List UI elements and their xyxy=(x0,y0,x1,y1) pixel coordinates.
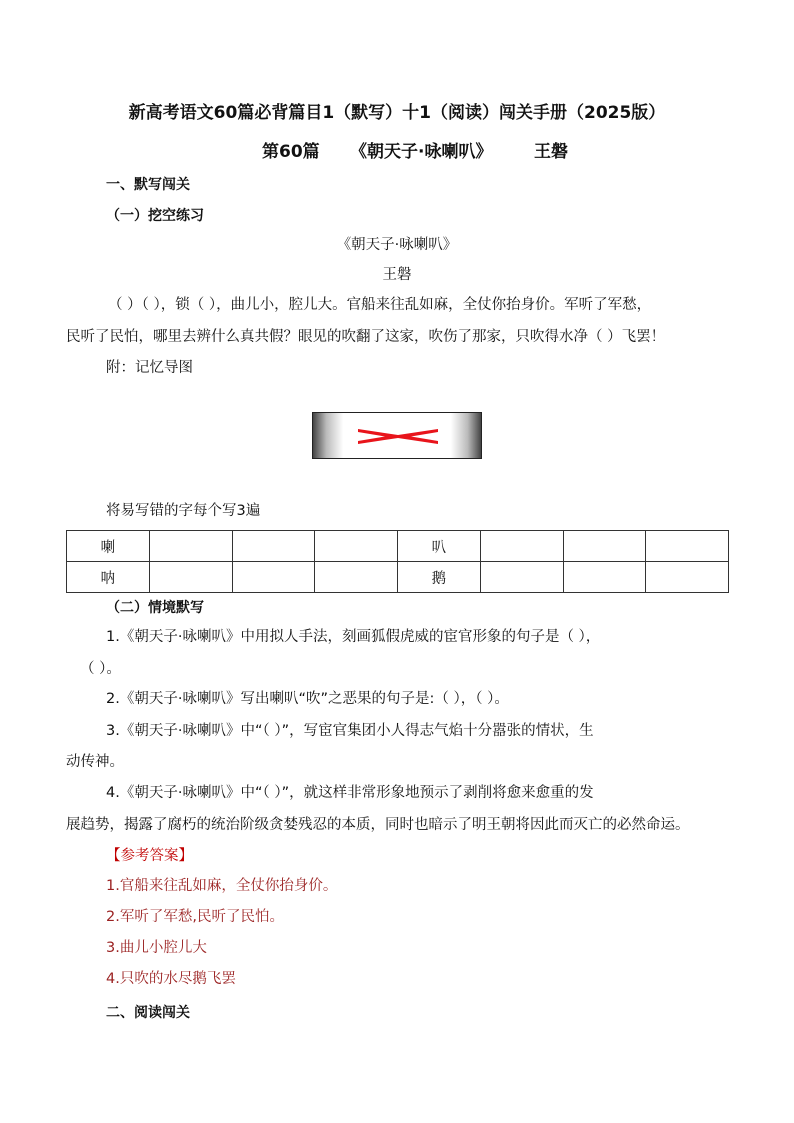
table-cell: 叭 xyxy=(398,531,481,562)
question-1-line-2: （ ）。 xyxy=(80,661,121,677)
poem-author: 王磐 xyxy=(382,267,412,283)
answer-item: 4.只吹的水尽鹅飞罢 xyxy=(106,971,236,987)
answer-item: 1.官船来往乱如麻，全仗你抬身价。 xyxy=(106,878,338,894)
answer-item: 3.曲儿小腔儿大 xyxy=(106,940,207,956)
table-cell: 呐 xyxy=(67,562,150,593)
answer-item: 2.军听了军愁,民听了民怕。 xyxy=(106,909,284,925)
sub1-heading: （一）挖空练习 xyxy=(106,208,204,224)
poem-title: 《朝天子·咏喇叭》 xyxy=(336,237,458,253)
writing-cell[interactable] xyxy=(480,562,563,593)
section1-heading: 一、默写闯关 xyxy=(106,177,190,193)
writing-cell[interactable] xyxy=(646,531,729,562)
mindmap-image xyxy=(312,412,482,459)
table-row xyxy=(67,531,729,562)
question-3-line-1: 3.《朝天子·咏喇叭》中“（ ）”，写宦官集团小人得志气焰十分嚣张的情状，生 xyxy=(106,723,594,739)
section2-heading: 二、阅读闯关 xyxy=(106,1005,190,1021)
question-4-line-2: 展趋势，揭露了腐朽的统治阶级贪婪残忍的本质，同时也暗示了明王朝将因此而灭亡的必然命运。 xyxy=(66,817,690,833)
question-1-line-1: 1.《朝天子·咏喇叭》中用拟人手法，刻画狐假虎威的宦官形象的句子是（ ）， xyxy=(106,629,601,645)
article-title: 《朝天子·咏喇叭》 xyxy=(350,142,493,162)
writing-cell[interactable] xyxy=(149,531,232,562)
practice-table xyxy=(66,530,729,593)
appendix-label: 附：记忆导图 xyxy=(106,360,193,376)
article-author: 王磐 xyxy=(534,142,568,162)
poem-line-1: （ ）（ ），锁（ ），曲儿小，腔儿大。官船来往乱如麻，全仗你抬身价。军听了军愁， xyxy=(108,297,652,313)
writing-cell[interactable] xyxy=(315,531,398,562)
question-3-line-2: 动传神。 xyxy=(66,754,124,770)
writing-cell[interactable] xyxy=(149,562,232,593)
broken-image-cross-icon xyxy=(313,413,483,460)
writing-cell[interactable] xyxy=(563,562,646,593)
answers-label: 【参考答案】 xyxy=(106,848,193,864)
writing-cell[interactable] xyxy=(563,531,646,562)
poem-line-2: 民听了民怕，哪里去辨什么真共假？眼见的吹翻了这家，吹伤了那家，只吹得水净（ ）飞罢！ xyxy=(66,329,666,345)
table-row xyxy=(67,562,729,593)
table-cell: 喇 xyxy=(67,531,150,562)
writing-cell[interactable] xyxy=(480,531,563,562)
doc-title: 新高考语文60篇必背篇目1（默写）十1（阅读）闯关手册（2025版） xyxy=(128,103,666,123)
writing-cell[interactable] xyxy=(646,562,729,593)
question-2: 2.《朝天子·咏喇叭》写出喇叭“吹”之恶果的句子是:（ ），（ ）。 xyxy=(106,691,509,707)
article-number: 第60篇 xyxy=(262,142,320,162)
question-4-line-1: 4.《朝天子·咏喇叭》中“（ ）”，就这样非常形象地预示了剥削将愈来愈重的发 xyxy=(106,785,594,801)
table-caption: 将易写错的字每个写3遍 xyxy=(106,503,261,519)
sub2-heading: （二）情境默写 xyxy=(106,600,204,616)
writing-cell[interactable] xyxy=(232,562,315,593)
table-cell: 鹅 xyxy=(398,562,481,593)
writing-cell[interactable] xyxy=(315,562,398,593)
writing-cell[interactable] xyxy=(232,531,315,562)
